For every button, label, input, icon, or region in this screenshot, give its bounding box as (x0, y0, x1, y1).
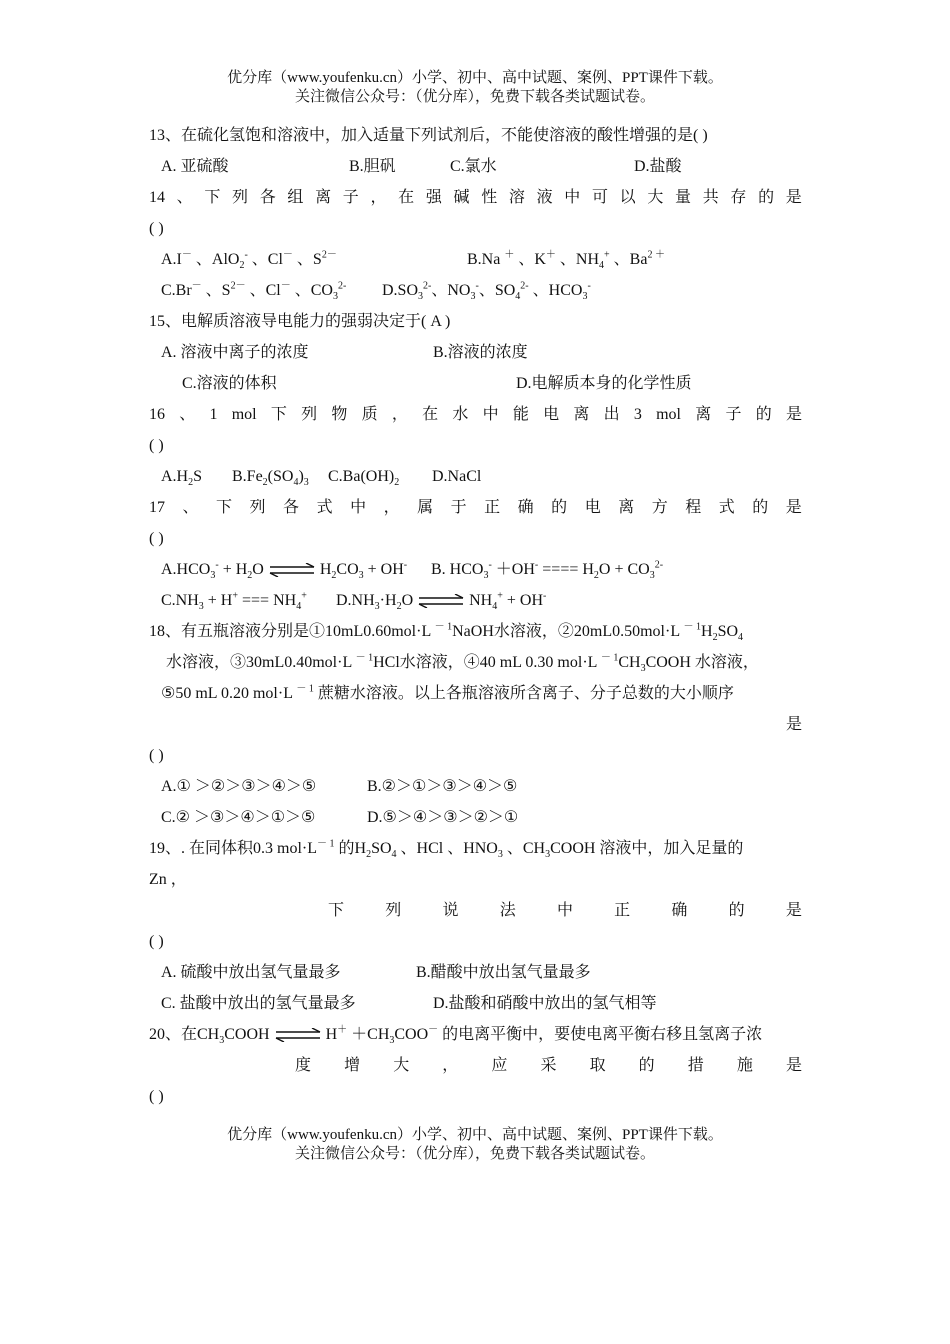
page-footer-line-2: 关注微信公众号：（优分库），免费下载各类试题试卷。 (294, 1146, 655, 1162)
q14-stem-char: 以 (619, 189, 636, 206)
q18-stem-line-2: 水溶液，③30mL0.40mol·L $^{- 1}$HCl水溶液，④40 mL 0.30 mol·L $^{- 1}CH_3COOH$ 水溶液， (166, 652, 759, 675)
q20-stem-char: 的 (638, 1057, 655, 1074)
q17-stem-char: 各 (283, 499, 300, 516)
q18-answer-paren: ( ) (149, 747, 164, 764)
q14-option-d: $D.SO_3^{2-}$、$NO_3^-$、$SO_4^{2-}$ 、$HCO_3^-$ (382, 280, 591, 303)
q17-option-b: B. $HCO_3^- +OH^-$ ==== $H_2O + CO_3^{2-}$ (431, 559, 664, 582)
q14-option-a: A.I－ 、AlO$_2$- 、Cl－ 、$S^{2-}$ (161, 249, 337, 272)
q19-stem-line-1: 19、. 在同体积0.3 $mol\cdot L^{- 1}$ 的$H_2SO_4$ 、HCl 、$HNO_3$ 、$CH_3COOH$ 溶液中，加入足量的 (149, 838, 744, 861)
page-footer-line-1: 优分库（www.youfenku.cn）小学、初中、高中试题、案例、PPT课件下载。 (227, 1127, 723, 1143)
q18-stem-line-3: ⑤50 mL 0.20 mol·L $^{- 1}$ 蔗糖水溶液。以上各瓶溶液所含离子、分子总数的大小顺序 (161, 683, 734, 702)
q19-option-d: D.盐酸和硝酸中放出的氢气相等 (433, 995, 657, 1012)
q14-stem-char: 量 (675, 189, 692, 206)
q14-stem (149, 187, 802, 209)
q19-option-a: A. 硫酸中放出氢气量最多 (161, 964, 341, 981)
q13-option-b: B.胆矾 (349, 158, 396, 175)
q16-stem (149, 404, 802, 426)
q15-option-b: B.溶液的浓度 (433, 344, 528, 361)
q14-stem-char: 性 (481, 189, 498, 206)
q17-option-d: $D.NH_3\cdot H_2O$ $NH_4^+ + OH^-$ (336, 590, 547, 613)
q20-stem-char: 应 (491, 1057, 508, 1074)
q14-stem-char: 大 (647, 189, 664, 206)
q14-stem-char: 溶 (508, 189, 525, 206)
q13-option-a: A. 亚硫酸 (161, 158, 229, 175)
q16-stem-char: 质 (361, 406, 378, 423)
q14-answer-paren: ( ) (149, 220, 164, 237)
q13-option-d: D.盐酸 (634, 158, 682, 175)
q17-stem-char: 的 (752, 499, 769, 516)
q17-stem-char: 下 (216, 499, 233, 516)
q20-stem-char: 施 (736, 1057, 753, 1074)
q16-answer-paren: ( ) (149, 437, 164, 454)
q14-stem-char: 各 (259, 189, 276, 206)
q17-option-c: $C.NH_3 + H^+$ === $NH_4^+$ (161, 590, 307, 613)
q16-stem-char: 子 (725, 406, 742, 423)
q20-stem-char: ， (442, 1057, 459, 1074)
q15-option-c: C.溶液的体积 (182, 375, 277, 392)
q17-option-a: $A.HCO_3^- + H_2O$ $H_2CO_3 + OH^-$ (161, 559, 408, 582)
q16-stem-char: mol (656, 406, 681, 423)
equilibrium-arrow-icon (417, 594, 465, 608)
q14-option-c: C.Br－ 、$S^{2-}$ 、Cl－ 、$CO_3^{2-}$ (161, 280, 347, 303)
q16-stem-char: 列 (301, 406, 318, 423)
q14-option-b: B.Na ＋ 、K＋ 、$NH_4^+$ 、$Ba^{2 +}$ (467, 249, 665, 272)
q20-stem-char: 增 (344, 1057, 361, 1074)
equilibrium-arrow-icon (274, 1028, 322, 1042)
q17-stem-char: 正 (484, 499, 501, 516)
q16-stem-char: 物 (331, 406, 348, 423)
q14-stem-char: 中 (564, 189, 581, 206)
q16-option-d: D.NaCl (432, 468, 482, 485)
q17-stem-char: 式 (718, 499, 735, 516)
q17-stem-char: 是 (785, 499, 802, 516)
q16-stem-char: 在 (422, 406, 439, 423)
q18-option-c: C.② ＞③＞④＞①＞⑤ (161, 809, 316, 826)
q14-stem-char: 、 (176, 189, 193, 206)
q17-stem-char: 离 (618, 499, 635, 516)
q16-stem-char: 16 (149, 406, 165, 423)
page-header-line-2: 关注微信公众号：（优分库），免费下载各类试题试卷。 (294, 89, 655, 105)
q18-stem-line-1: 18、有五瓶溶液分别是①10mL0.60mol·L $^{- 1}$NaOH水溶液，②20mL0.50mol·L $^{- 1}H_2SO_4$ (149, 621, 744, 644)
q17-stem-char: 17 (149, 499, 165, 516)
equilibrium-arrow-icon (268, 563, 316, 577)
q18-option-d: D.⑤＞④＞③＞②＞① (367, 809, 519, 826)
q16-stem-char: 是 (785, 406, 802, 423)
q17-stem-char: 中 (350, 499, 367, 516)
q19-answer-paren: ( ) (149, 933, 164, 950)
q14-stem-char: 14 (149, 189, 165, 206)
q17-stem (149, 497, 802, 519)
q14-stem-char: 共 (702, 189, 719, 206)
q16-stem-char: 3 (633, 406, 642, 423)
q17-stem-char: 方 (651, 499, 668, 516)
q20-stem-char: 采 (540, 1057, 557, 1074)
q20-stem-line-1: 20、在$CH_3COOH$ $H^+ +CH_3COO^-$ 的电离平衡中，要使电离平衡右移且氢离子浓 (149, 1024, 763, 1047)
q16-stem-char: 1 (209, 406, 218, 423)
q14-stem-char: 碱 (453, 189, 470, 206)
q17-stem-char: 、 (182, 499, 199, 516)
q18-option-a: A.① ＞②＞③＞④＞⑤ (161, 778, 317, 795)
q16-stem-char: mol (231, 406, 257, 423)
q16-stem-char: 离 (695, 406, 712, 423)
q17-stem-char: 程 (685, 499, 702, 516)
q19-option-c: C. 盐酸中放出的氢气量最多 (161, 995, 356, 1012)
q16-stem-char: ， (391, 406, 408, 423)
q18-stem-line-3-text: 蔗糖水溶液。以上各瓶溶液所含离子、分子总数的大小顺序 (317, 685, 734, 702)
q19-stem-char: 说 (442, 902, 459, 919)
q16-stem-char: 水 (452, 406, 469, 423)
q19-stem-char: 正 (614, 902, 631, 919)
q19-stem-char: 的 (728, 902, 745, 919)
q14-stem-char: 可 (591, 189, 608, 206)
q16-option-b: $B.Fe_2(SO_4)_3$ (232, 468, 309, 489)
q19-stem-line-2 (328, 900, 802, 922)
q19-stem-char: 列 (385, 902, 402, 919)
q14-stem-char: 是 (785, 189, 802, 206)
q15-option-d: D.电解质本身的化学性质 (516, 375, 692, 392)
q18-stem-shi: 是 (786, 716, 803, 733)
q19-option-b: B.醋酸中放出氢气量最多 (416, 964, 591, 981)
q13-stem: 13、在硫化氢饱和溶液中，加入适量下列试剂后，不能使溶液的酸性增强的是( ) (149, 127, 708, 144)
q13-option-c: C.氯水 (450, 158, 497, 175)
q16-stem-char: 、 (179, 406, 196, 423)
q19-stem-char: 确 (671, 902, 688, 919)
q20-stem-char: 是 (785, 1057, 802, 1074)
q14-stem-char: 液 (536, 189, 553, 206)
q20-stem-line-1-text: 的电离平衡中，要使电离平衡右移且氢离子浓 (442, 1026, 763, 1043)
q17-stem-char: ， (383, 499, 400, 516)
q17-stem-char: 于 (450, 499, 467, 516)
q14-stem-char: 列 (232, 189, 249, 206)
page-header-line-1: 优分库（www.youfenku.cn）小学、初中、高中试题、案例、PPT课件下载。 (227, 70, 723, 86)
q20-stem-char: 度 (295, 1057, 312, 1074)
q19-stem-zn: Zn ， (149, 871, 187, 888)
q18-option-b: B.②＞①＞③＞④＞⑤ (367, 778, 518, 795)
q19-stem-char: 是 (785, 902, 802, 919)
q14-stem-char: 组 (287, 189, 304, 206)
q14-stem-char: 子 (342, 189, 359, 206)
q16-stem-char: 离 (573, 406, 590, 423)
q14-stem-char: 强 (425, 189, 442, 206)
q16-stem-char: 下 (270, 406, 287, 423)
q16-stem-char: 能 (512, 406, 529, 423)
q19-stem-char: 下 (328, 902, 345, 919)
q15-stem: 15、电解质溶液导电能力的强弱决定于( A ) (149, 313, 451, 330)
q20-stem-line-2 (295, 1055, 802, 1077)
q16-option-a: $A.H_2S$ (161, 468, 203, 489)
q17-stem-char: 列 (249, 499, 266, 516)
q17-stem-char: 属 (417, 499, 434, 516)
q14-stem-char: 下 (204, 189, 221, 206)
q19-stem-char: 法 (499, 902, 516, 919)
q14-stem-char: 在 (398, 189, 415, 206)
q14-stem-char: 存 (730, 189, 747, 206)
q14-stem-char: 离 (315, 189, 332, 206)
q17-stem-char: 电 (584, 499, 601, 516)
q20-answer-paren: ( ) (149, 1088, 164, 1105)
q19-stem-char: 中 (556, 902, 573, 919)
q20-stem-char: 措 (687, 1057, 704, 1074)
q15-option-a: A. 溶液中离子的浓度 (161, 344, 309, 361)
q17-stem-char: 式 (316, 499, 333, 516)
q17-answer-paren: ( ) (149, 530, 164, 547)
q16-option-c: $C.Ba(OH)_2$ (328, 468, 400, 489)
q16-stem-char: 中 (482, 406, 499, 423)
q20-stem-char: 取 (589, 1057, 606, 1074)
q16-stem-char: 的 (755, 406, 772, 423)
q16-stem-char: 出 (603, 406, 620, 423)
q17-stem-char: 的 (551, 499, 568, 516)
q17-stem-char: 确 (517, 499, 534, 516)
q14-stem-char: 的 (758, 189, 775, 206)
q14-stem-char: ， (370, 189, 387, 206)
q20-stem-char: 大 (393, 1057, 410, 1074)
q16-stem-char: 电 (543, 406, 560, 423)
